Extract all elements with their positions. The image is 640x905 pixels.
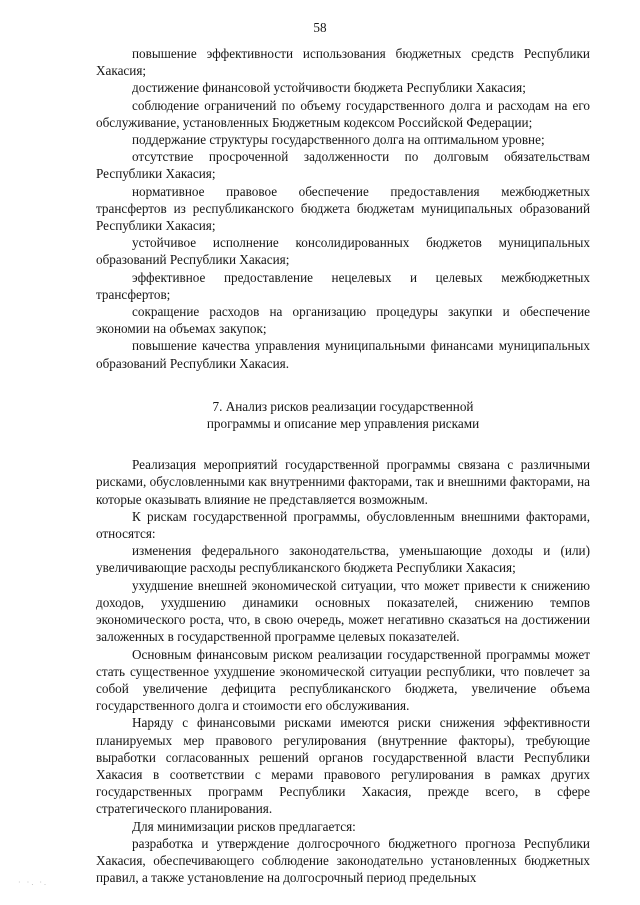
paragraph: Основным финансовым риском реализации государственной программы может стать существенное ухудшение экономической ситуации республики, что повлечет за собой увеличение дефицита республиканского бюджета, увеличение объема государственного долга и стоимости его обслуживания.: [96, 646, 590, 714]
paragraph: Для минимизации рисков предлагается:: [132, 818, 356, 834]
paragraph: соблюдение ограничений по объему государственного долга и расходам на его обслуживание, установленных Бюджетным кодексом Российской Федерации;: [96, 97, 590, 130]
section-heading: [96, 398, 590, 432]
section-heading-line-2: программы и описание мер управления рисками: [206, 416, 480, 432]
paragraph: эффективное предоставление нецелевых и целевых межбюджетных трансфертов;: [96, 269, 590, 302]
paragraph: устойчивое исполнение консолидированных бюджетов муниципальных образований Республики Хакасия;: [96, 235, 590, 268]
paragraph: Реализация мероприятий государственной программы связана с различными рисками, обусловленными как внутренними факторами, так и внешними факторами, на которые оказывать влияние не представляется возможным.: [96, 457, 590, 507]
paragraph: поддержание структуры государственного долга на оптимальном уровне;: [132, 132, 545, 148]
paragraph: ухудшение внешней экономической ситуации, что может привести к снижению доходов, ухудшению динамики основных показателей, снижению темпов экономического роста, что, в свою очередь, может негативно сказаться на достижении заложенных в государственной программе целевых показателей.: [96, 577, 590, 645]
paragraph: К рискам государственной программы, обусловленным внешними факторами, относятся:: [96, 508, 590, 542]
document-body: [96, 45, 590, 886]
paragraph: повышение эффективности использования бюджетных средств Республики Хакасия;: [96, 46, 590, 79]
paragraph: нормативное правовое обеспечение предоставления межбюджетных трансфертов из республиканского бюджета бюджетам муниципальных образований Республики Хакасия;: [96, 183, 590, 234]
paragraph: Наряду с финансовыми рисками имеются риски снижения эффективности планируемых мер правового регулирования (внутренние факторы), требующие выработки согласованных решений органов государственной власти Республики Хакасия в соответствии с мерами правового регулирования в рамках других государственных программ Республики Хакасия, прежде всего, в сфере стратегического планирования.: [96, 715, 590, 817]
paragraph: повышение качества управления муниципальными финансами муниципальных образований Республики Хакасия.: [96, 338, 590, 371]
section-heading-line-1: 7. Анализ рисков реализации государственной: [212, 398, 474, 414]
paragraph: разработка и утверждение долгосрочного бюджетного прогноза Республики Хакасия, обеспечивающего соблюдение законодательно установленных бюджетных правил, а также установление на долгосрочный период предельных: [96, 835, 590, 886]
page-number: 58: [313, 20, 327, 35]
paragraph: сокращение расходов на организацию процедуры закупки и обеспечение экономии на объемах закупок;: [96, 304, 590, 337]
paragraph: изменения федерального законодательства, уменьшающие доходы и (или) увеличивающие расходы республиканского бюджета Республики Хакасия;: [96, 543, 590, 576]
paragraph: отсутствие просроченной задолженности по долговым обязательствам Республики Хакасия;: [96, 149, 590, 182]
scan-smudge: · ·. ·.: [18, 878, 48, 887]
paragraph: достижение финансовой устойчивости бюджета Республики Хакасия;: [132, 80, 526, 96]
